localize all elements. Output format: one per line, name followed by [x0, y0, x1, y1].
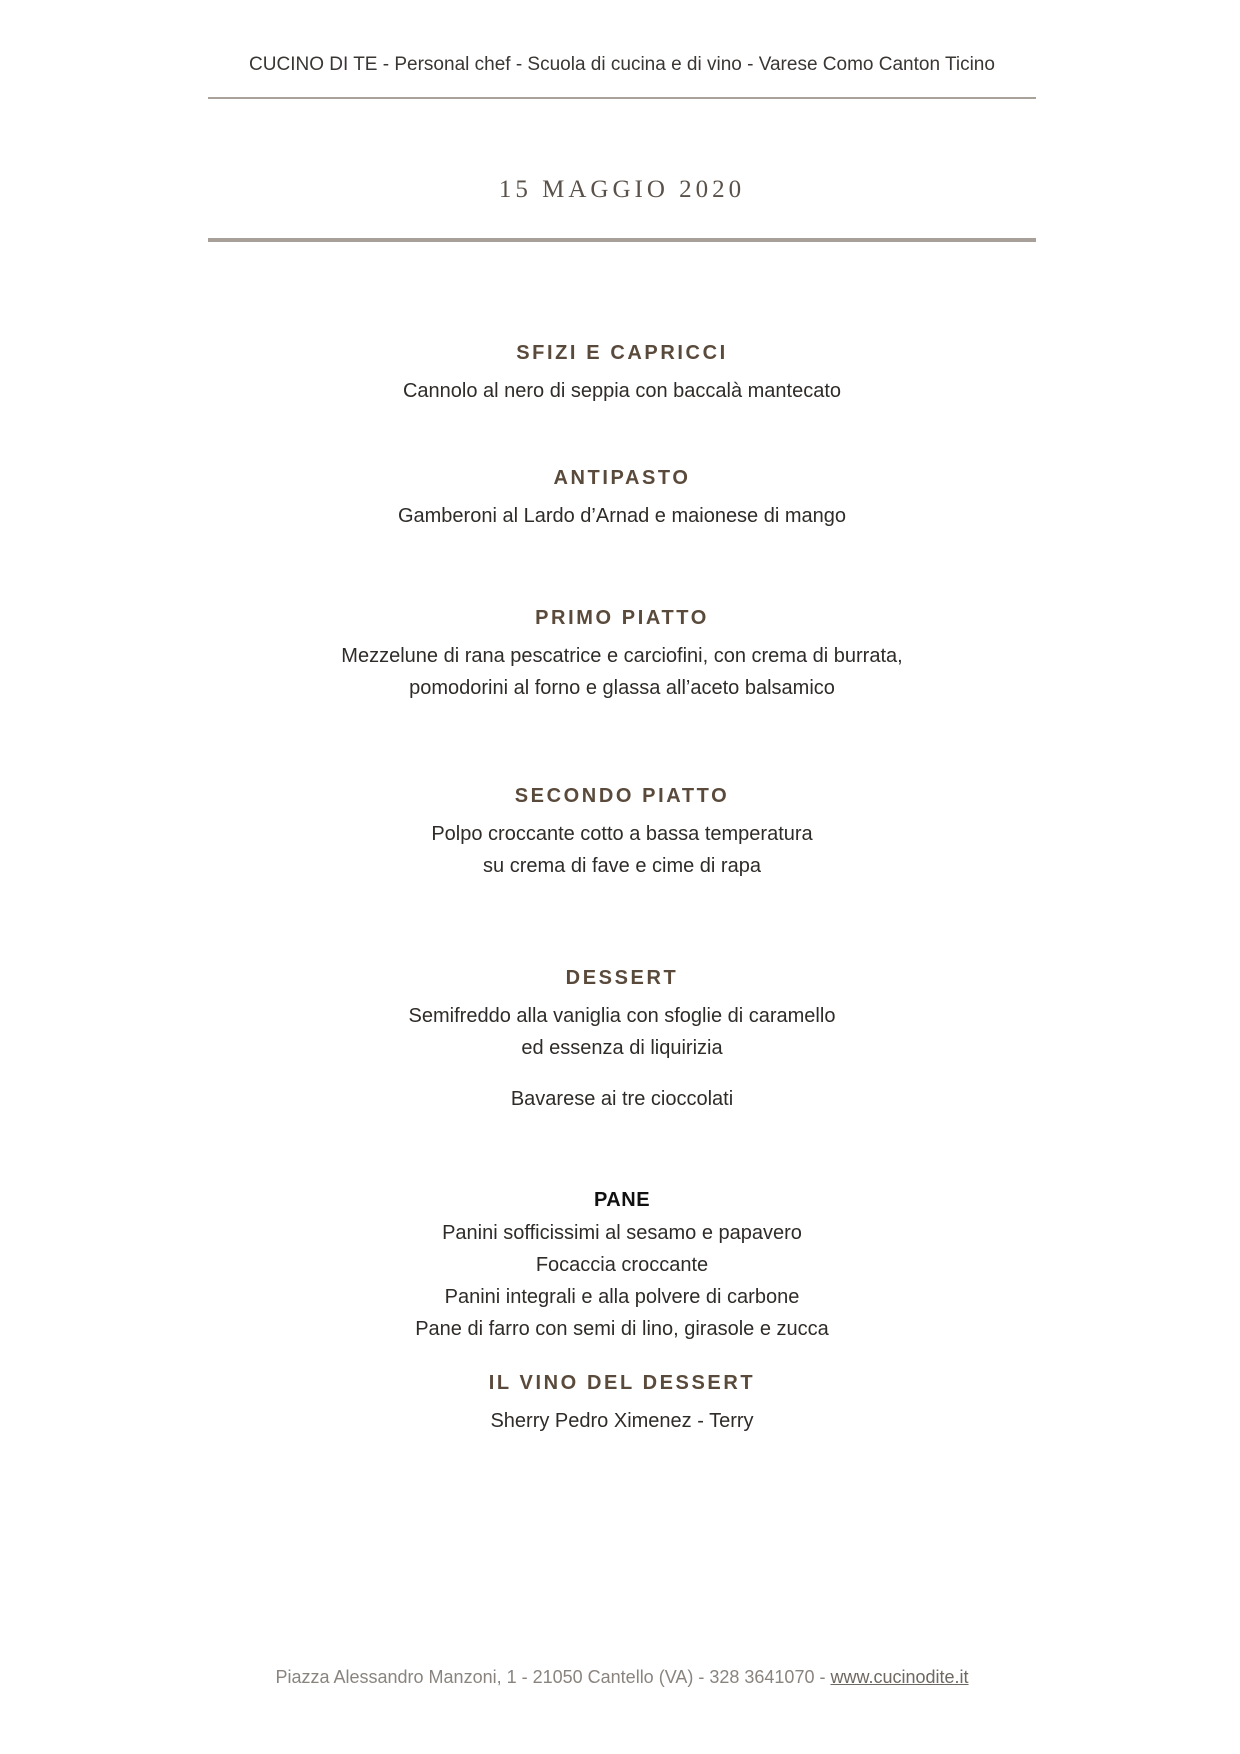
date-divider — [208, 238, 1036, 242]
menu-line: Pane di farro con semi di lino, girasole e zucca — [415, 1318, 829, 1340]
section-heading-antipasto: ANTIPASTO — [553, 467, 691, 489]
menu-line: Panini integrali e alla polvere di carbone — [444, 1286, 800, 1308]
section-heading-secondo: SECONDO PIATTO — [514, 785, 730, 807]
website-link[interactable]: www.cucinodite.it — [830, 1667, 969, 1687]
menu-line: su crema di fave e cime di rapa — [483, 855, 761, 877]
footer — [208, 1667, 1036, 1688]
menu-date: 15 MAGGIO 2020 — [498, 176, 746, 203]
menu-line: Mezzelune di rana pescatrice e carciofini, con crema di burrata, — [341, 645, 903, 667]
section-heading-dessert: DESSERT — [565, 967, 679, 989]
menu-line: Semifreddo alla vaniglia con sfoglie di caramello — [408, 1005, 836, 1027]
menu-line: Focaccia croccante — [535, 1254, 709, 1276]
section-heading-pane: PANE — [593, 1189, 651, 1211]
section-heading-vino: IL VINO DEL DESSERT — [488, 1372, 756, 1394]
section-heading-sfizi: SFIZI E CAPRICCI — [516, 342, 728, 364]
section-heading-primo: PRIMO PIATTO — [535, 607, 709, 629]
header-divider — [208, 97, 1036, 99]
menu-line: ed essenza di liquirizia — [521, 1037, 723, 1059]
menu-line: Bavarese ai tre cioccolati — [510, 1088, 734, 1110]
menu-line: Sherry Pedro Ximenez - Terry — [490, 1410, 754, 1432]
menu-line: pomodorini al forno e glassa all’aceto balsamico — [409, 677, 835, 699]
menu-line: Cannolo al nero di seppia con baccalà mantecato — [402, 380, 842, 402]
footer-address: Piazza Alessandro Manzoni, 1 - 21050 Cantello (VA) - 328 3641070 - — [275, 1667, 831, 1687]
menu-line: Panini sofficissimi al sesamo e papavero — [442, 1222, 802, 1244]
menu-line: Polpo croccante cotto a bassa temperatura — [431, 823, 813, 845]
menu-line: Gamberoni al Lardo d’Arnad e maionese di mango — [397, 505, 847, 527]
header-tagline: CUCINO DI TE - Personal chef - Scuola di cucina e di vino - Varese Como Canton Ticino — [249, 54, 995, 75]
